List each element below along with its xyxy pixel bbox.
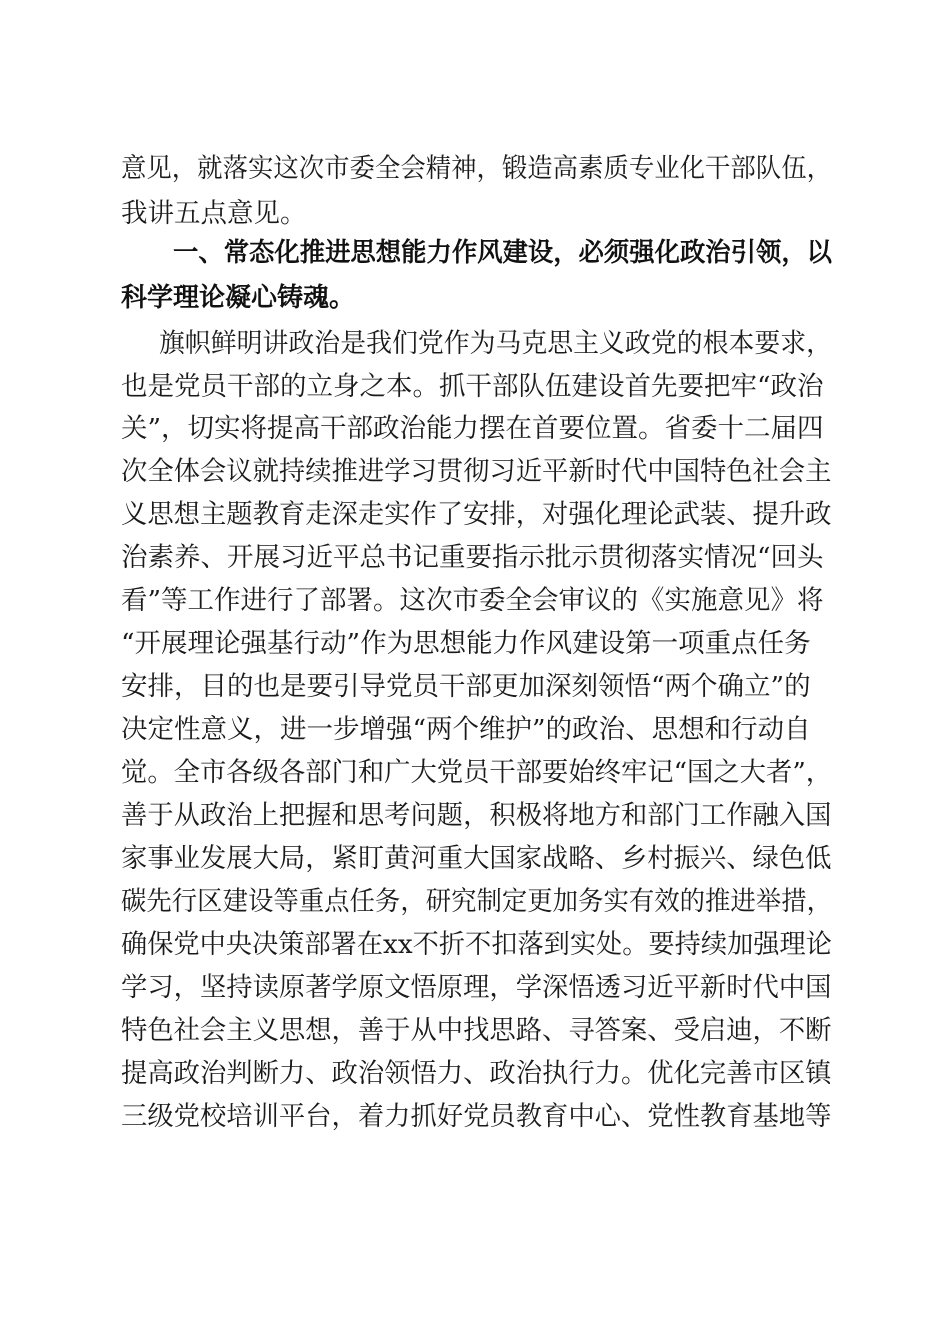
text-line-12: “开展理论强基行动”作为思想能力作风建设第一项重点任务 [121,628,811,659]
section-heading-line-1: 一、常态化推进思想能力作风建设，必须强化政治引领，以 [173,238,833,268]
text-line-15: 觉。全市各级各部门和广大党员干部要始终牢记“国之大者”， [121,757,833,788]
text-line-17: 家事业发展大局，紧盯黄河重大国家战略、乡村振兴、绿色低 [121,843,832,874]
text-line-7: 关”，切实将提高干部政治能力摆在首要位置。省委十二届四 [121,413,824,444]
text-line-11: 看”等工作进行了部署。这次市委全会审议的《实施意见》将 [121,585,824,616]
text-line-10: 治素养、开展习近平总书记重要指示批示贯彻落实情况“回头 [121,542,824,573]
text-line-21: 特色社会主义思想，善于从中找思路、寻答案、受启迪，不断 [121,1015,832,1046]
text-line-5: 旗帜鲜明讲政治是我们党作为马克思主义政党的根本要求， [159,328,833,359]
text-line-19: 确保党中央决策部署在xx不折不扣落到实处。要持续加强理论 [121,929,832,960]
text-line-1: 意见，就落实这次市委全会精神，锻造高素质专业化干部队伍， [121,153,832,184]
text-line-8: 次全体会议就持续推进学习贯彻习近平新时代中国特色社会主 [121,456,832,487]
text-line-23: 三级党校培训平台，着力抓好党员教育中心、党性教育基地等 [121,1101,832,1132]
text-line-16: 善于从政治上把握和思考问题，积极将地方和部门工作融入国 [121,800,832,831]
text-line-14: 决定性意义，进一步增强“两个维护”的政治、思想和行动自 [121,714,811,745]
text-line-20: 学习，坚持读原著学原文悟原理，学深悟透习近平新时代中国 [121,972,832,1003]
text-line-2: 我讲五点意见。 [121,198,307,229]
text-line-6: 也是党员干部的立身之本。抓干部队伍建设首先要把牢“政治 [121,371,824,402]
text-line-9: 义思想主题教育走深走实作了安排，对强化理论武装、提升政 [121,499,832,530]
text-line-18: 碳先行区建设等重点任务，研究制定更加务实有效的推进举措， [121,886,832,917]
text-line-22: 提高政治判断力、政治领悟力、政治执行力。优化完善市区镇 [121,1058,832,1089]
text-line-13: 安排，目的也是要引导党员干部更加深刻领悟“两个确立”的 [121,671,811,702]
section-heading-line-2: 科学理论凝心铸魂。 [121,283,356,313]
